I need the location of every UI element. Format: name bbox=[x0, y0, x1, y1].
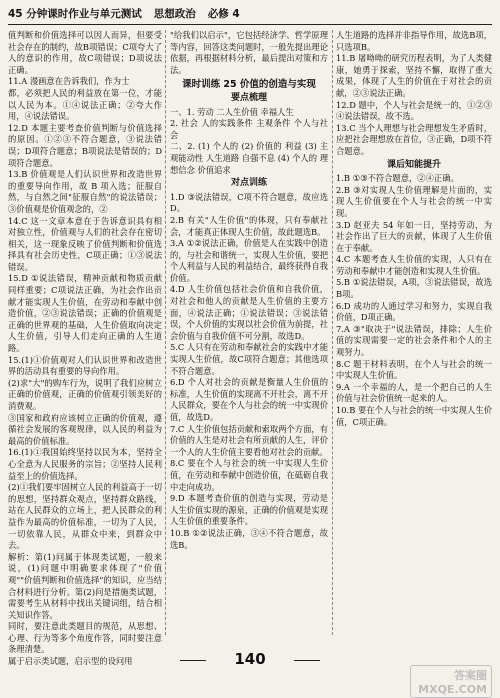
answer-paragraph: 15.D ①说法错误，精神贡献和物质贡献同样重要；C项说法正确，为社会作出贡献才能实现人生价值，在劳动和奉献中创造价值，②③说法错误；正确的价值观是正确的世界观的基础，人生价值取向决定人生价值，引导人们走向正确的人生道路。 bbox=[8, 273, 162, 354]
answer-paragraph: 解析：第(1)问属于体现类试题，一般来说，(1)问题中明确要求体现了"价值观""价值判断和价值选择"的知识，应当结合材料进行分析。第(2)问是措施类试题，需要考生从材料中找出关键词组，结合相关知识作答。 bbox=[8, 551, 162, 620]
page-header bbox=[8, 4, 492, 25]
answer-paragraph: (2)求"大"的购车行为，说明了我们应树立正确的价值观，正确的价值观引领美好的消费观。 bbox=[8, 377, 162, 411]
continued-text bbox=[170, 30, 328, 76]
answer-paragraph: (2)①我们要牢固树立人民的利益高于一切的思想，坚持群众观点，坚持群众路线，站在人民群众的立场上，把人民群众的利益作为最高的价值标准，一切为了人民，一切依靠人民，从群众中来，到群众中去。 bbox=[8, 482, 162, 551]
answer-paragraph: 一、1. 劳动 二人生价值 幸福人生 bbox=[170, 106, 294, 117]
lesson-title: 课时训练 25 价值的创造与实现 bbox=[182, 79, 316, 91]
page-number: 140 bbox=[210, 650, 290, 668]
section-heading: 课后知能提升 bbox=[386, 159, 441, 170]
answer-paragraph: 属于启示类试题，启示型的设问用 bbox=[8, 656, 133, 667]
answers-list bbox=[170, 192, 328, 551]
answer-paragraph: 人生道路的选择并非指导作用，故选B项，只选项B。 bbox=[336, 30, 492, 52]
answer-paragraph: 10.B ①②说法正确，③④不符合题意，故选B。 bbox=[170, 527, 328, 550]
answer-paragraph: 8.C 要在个人与社会的统一中实现人生价值，在劳动和奉献中创造价值，在砥砺自我中走向成功。 bbox=[170, 458, 328, 492]
answer-paragraph: "给我们以启示"，它包括经济学、哲学原理等内容，回答这类问题时，一般先提出理论依据，再根据材料分析，最后提出对策和方法。 bbox=[170, 30, 328, 75]
answer-paragraph: 7.C 人生价值包括贡献和索取两个方面，有价值的人生是对社会有所贡献的人生，评价一个人的人生价值主要看他对社会的贡献。 bbox=[170, 423, 328, 457]
answer-paragraph: 9.A 一个幸福的人，是一个把自己的人生价值与社会价值统一起来的人。 bbox=[336, 381, 492, 404]
answer-paragraph: 1.D ③说法错误，C项不符合题意，故应选D。 bbox=[170, 191, 328, 214]
answer-paragraph: 3.A ①②说法正确，价值是人在实践中创造的，与社会和谐统一，实现人生价值，要把个人利益与人民的利益结合，最终获得自我价值。 bbox=[170, 238, 328, 283]
answer-paragraph: 5.C 人只有在劳动和奉献社会的实践中才能实现人生价值，故C项符合题意；其他选项不符合题意。 bbox=[170, 342, 328, 376]
column-divider bbox=[332, 30, 333, 635]
answer-paragraph: 6.D 成功的人通过学习和努力，实现自我价值，D项正确。 bbox=[336, 300, 492, 323]
answer-paragraph: ③国家和政府应该树立正确的价值观，遵循社会发展的客观规律，以人民的利益为最高的价值标准。 bbox=[8, 412, 162, 446]
book-title: 45 分钟课时作业与单元测试 bbox=[8, 8, 142, 20]
key-points-list bbox=[170, 107, 328, 177]
answer-paragraph: 值判断和价值选择可以因人而异，但要受社会存在的制约，故B项错误；C项夸大了人的意识的作用，故C项错误；D项说法正确。 bbox=[8, 30, 162, 75]
answer-column-right bbox=[336, 30, 492, 635]
answer-paragraph: 7.A ③"取决于"说法错误，排除；人生价值的实现需要一定的社会条件和个人的主观努力。 bbox=[336, 323, 492, 358]
answer-paragraph: 12.D 本题主要考查价值判断与价值选择的原因。①②③不符合题意，③说法错误；D项符合题意；B项说法是错误的；D项符合题意。 bbox=[8, 122, 162, 168]
answer-paragraph: 11.A 漫画意在告诉我们，作为士 bbox=[8, 76, 130, 87]
answer-paragraph: 同时，要注意此类题目的规范，从思想、心理、行为等多个角度作答，同时要注意条理清楚。 bbox=[8, 621, 162, 655]
answer-paragraph: 8.C 题干材料表明，在个人与社会的统一中实现人生价值。 bbox=[336, 358, 492, 381]
answer-paragraph: 15.(1)①价值观对人们认识世界和改造世界的活动具有重要的导向作用。 bbox=[8, 354, 162, 377]
answer-paragraph: 4.C 本题考查人生价值的实现，人只有在劳动和奉献中才能创造和实现人生价值。 bbox=[336, 254, 492, 276]
answer-paragraph: 10.B 要在个人与社会的统一中实现人生价值，C项正确。 bbox=[336, 405, 492, 427]
answers-list bbox=[336, 30, 492, 158]
answer-paragraph: 9.D 本题考查价值的创造与实现，劳动是人生价值实现的源泉，正确的价值观是实现人生价值的重要条件。 bbox=[170, 493, 328, 527]
answer-paragraph: 4.D 人生价值包括社会价值和自我价值，对社会和他人的贡献是人生价值的主要方面，④说法正确；①说法错误；③说法错误，个人价值的实现以社会价值为前提，社会价值与自我价值不可分割，故选D。 bbox=[170, 284, 328, 341]
answer-paragraph: 13.B 价值观是人们认识世界和改造世界的重要导向作用，故 B 项入选；征服自然，与自然之间"征服自然"的说法错误；③价值观是价值观念的，② bbox=[8, 169, 162, 214]
answer-paragraph: 都，必须把人民的利益放在第一位，才能以人民为本。①④说法正确；②夸大作用，④说法错误。 bbox=[8, 87, 162, 122]
answer-paragraph: 13.C 当个人理想与社会理想发生矛盾时，应把社会理想放在首位，③正确，D项不符合题意。 bbox=[336, 122, 492, 156]
answer-paragraph: 14.C 这一文章本意在于告诉意识具有相对独立性，价值观与人们的社会存在密切相关，这一现象反映了价值判断和价值选择具有社会历史性，C项正确；①③说法错误。 bbox=[8, 215, 162, 272]
answer-paragraph: 16.(1)①我国始终坚持以民为本，坚持全心全意为人民服务的宗旨；②坚持人民利益至上的价值选择。 bbox=[8, 447, 162, 481]
section-heading: 对点训练 bbox=[230, 178, 267, 189]
answer-column-left bbox=[8, 30, 162, 667]
watermark-logo: 答案圈 MXQE.COM bbox=[410, 665, 492, 691]
answers-list bbox=[336, 173, 492, 428]
answer-column-middle bbox=[170, 30, 328, 635]
section-heading: 要点梳理 bbox=[230, 92, 267, 103]
answer-paragraph: 11.B 屠呦呦的研究历程表明，为了人类健康，她勇于探索，坚持不懈，取得了重大成果，体现了人生的价值在于对社会的贡献，②③说法正确。 bbox=[336, 53, 492, 98]
answer-paragraph: 2. 社会 人的实践条件 主观条件 个人与社会 bbox=[170, 118, 328, 140]
answer-paragraph: 2.B ③对实现人生价值理解是片面的，实现人生价值要在个人与社会的统一中实现。 bbox=[336, 184, 492, 218]
answer-paragraph: 2.B 有关"人生价值"的体现，只有奉献社会，才能真正体现人生价值，故此题选B。 bbox=[170, 214, 328, 237]
answer-paragraph: 6.D 个人对社会的贡献是衡量人生价值的标准，人生价值的实现离不开社会，离不开人民群众，要在个人与社会的统一中实现价值，故选D。 bbox=[170, 377, 328, 422]
answer-paragraph: 3.D 赵亚夫 54 年如一日，坚持劳动，为社会作出了巨大的贡献，体现了人生价值在于奉献。 bbox=[336, 219, 492, 253]
volume-name: 必修 4 bbox=[207, 8, 240, 20]
answer-paragraph: 二、2. (1) 个人的 (2) 价值的 利益 (3) 主观能动性 人生道路 自强不息 (4) 个人的 理想信念 价值追求 bbox=[170, 141, 328, 175]
answer-paragraph: 5.B ①说法错误，A项，③说法错误，故选B项。 bbox=[336, 277, 492, 300]
answer-paragraph: 12.D 题中，个人与社会是统一的，①②③④说法错误，故不选。 bbox=[336, 99, 492, 122]
subject-name: 思想政治 bbox=[153, 8, 196, 20]
answer-paragraph: 1.B ①③不符合题意，②④正确。 bbox=[336, 173, 459, 184]
column-divider bbox=[165, 30, 166, 635]
